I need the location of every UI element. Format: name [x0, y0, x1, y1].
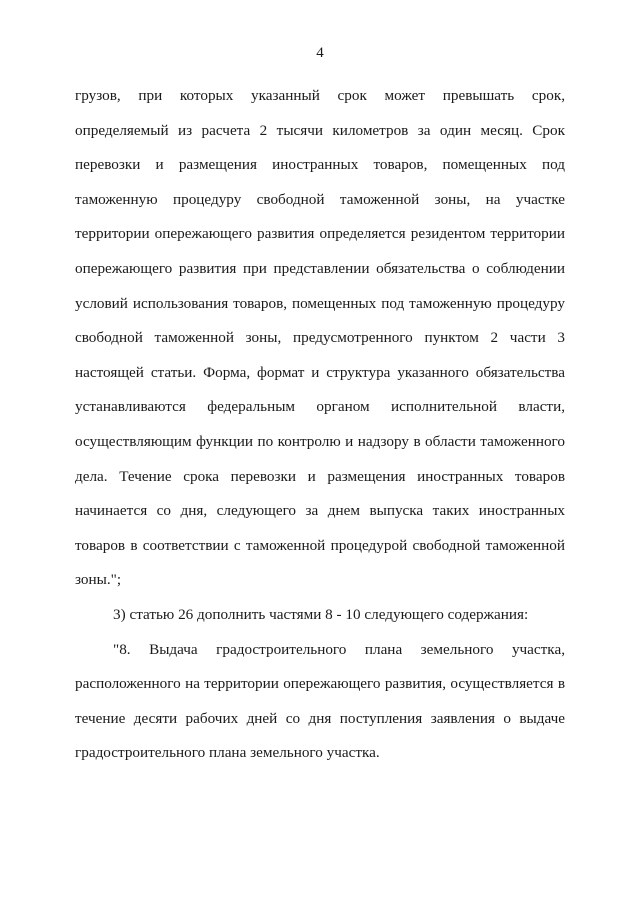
paragraph-part-8: "8. Выдача градостроительного плана земельного участка, расположенного на территории опережающего развития, осуществляется в течение десяти рабочих дней со дня поступления заявления о выдаче градостроительного плана земельного участка.	[75, 640, 565, 762]
paragraph-amendment-item-3: 3) статью 26 дополнить частями 8 - 10 следующего содержания:	[113, 605, 529, 623]
document-body	[75, 79, 565, 771]
page-number: 4	[316, 45, 324, 61]
paragraph-continuation: грузов, при которых указанный срок может превышать срок, определяемый из расчета 2 тысячи километров за один месяц. Срок перевозки и размещения иностранных товаров, помещенных под таможенную процедуру свободной таможенной зоны, на участке территории опережающего развития определяется резидентом территории опережающего развития при представлении обязательства о соблюдении условий использования товаров, помещенных под таможенную процедуру свободной таможенной зоны, предусмотренного пунктом 2 части 3 настоящей статьи. Форма, формат и структура указанного обязательства устанавливаются федеральным органом исполнительной власти, осуществляющим функции по контролю и надзору в области таможенного дела. Течение срока перевозки и размещения иностранных товаров начинается со дня, следующего за днем выпуска таких иностранных товаров в соответствии с таможенной процедурой свободной таможенной зоны.";	[75, 87, 565, 589]
